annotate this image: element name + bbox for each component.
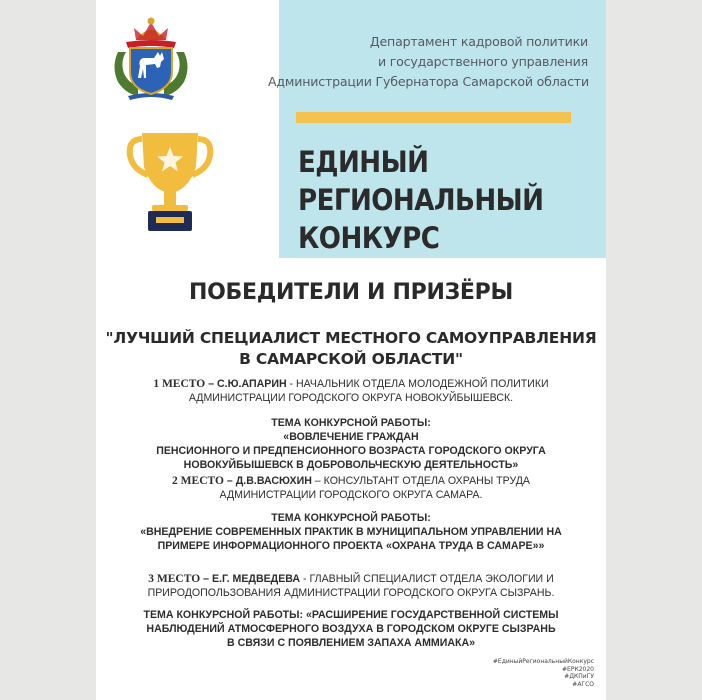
department-line-3: Администрации Губернатора Самарской области — [268, 74, 589, 89]
nomination-title — [96, 328, 606, 370]
place-3-dash: – — [200, 573, 212, 585]
place-3-organization: ПРИРОДОПОЛЬЗОВАНИЯ АДМИНИСТРАЦИИ ГОРОДСКОГО ОКРУГА СЫЗРАНЬ. — [147, 587, 555, 599]
place-3-topic-line-3: В СВЯЗИ С ПОЯВЛЕНИЕМ ЗАПАХА АММИАКА» — [227, 637, 475, 649]
place-3-entry — [96, 572, 606, 600]
place-1-topic — [96, 416, 606, 472]
title-line-2: РЕГИОНАЛЬНЫЙ — [298, 183, 544, 217]
place-1-entry — [96, 377, 606, 405]
hashtag-2: #ЕРК2020 — [562, 665, 594, 673]
place-1-topic-line-2: ПЕНСИОННОГО И ПРЕДПЕНСИОННОГО ВОЗРАСТА ГОРОДСКОГО ОКРУГА — [156, 445, 546, 457]
place-1-topic-label: ТЕМА КОНКУРСНОЙ РАБОТЫ: — [271, 417, 431, 429]
place-1-organization: АДМИНИСТРАЦИИ ГОРОДСКОГО ОКРУГА НОВОКУЙБЫШЕВСК. — [188, 392, 514, 404]
hashtag-4: #АГСО — [572, 680, 594, 688]
department-line-1: Департамент кадровой политики — [369, 34, 588, 49]
place-3-topic-line-2: НАБЛЮДЕНИЙ АТМОСФЕРНОГО ВОЗДУХА В ГОРОДСКОМ ОКРУГЕ СЫЗРАНЬ — [146, 623, 556, 635]
place-3-label: 3 МЕСТО — [148, 573, 201, 585]
place-2-topic-label: ТЕМА КОНКУРСНОЙ РАБОТЫ: — [271, 512, 431, 524]
nomination-line-1: "ЛУЧШИЙ СПЕЦИАЛИСТ МЕСТНОГО САМОУПРАВЛЕНИЯ — [105, 329, 597, 347]
nomination-line-2: В САМАРСКОЙ ОБЛАСТИ" — [239, 350, 463, 368]
department-line-2: и государственного управления — [377, 54, 588, 69]
place-3-name: Е.Г. МЕДВЕДЕВА — [211, 573, 301, 585]
samara-coat-of-arms-icon — [108, 12, 194, 100]
place-2-label: 2 МЕСТО — [172, 475, 224, 487]
place-1-name: С.Ю.АПАРИН — [217, 378, 287, 390]
place-2-topic-line-1: «ВНЕДРЕНИЕ СОВРЕМЕННЫХ ПРАКТИК В МУНИЦИПАЛЬНОМ УПРАВЛЕНИИ НА — [140, 526, 562, 538]
winners-heading: ПОБЕДИТЕЛИ И ПРИЗЁРЫ — [189, 280, 513, 305]
accent-bar — [296, 112, 571, 123]
place-2-topic-line-2: ПРИМЕРЕ ИНФОРМАЦИОННОГО ПРОЕКТА «ОХРАНА ТРУДА В САМАРЕ»» — [157, 540, 545, 552]
place-1-dash: – — [205, 378, 218, 390]
place-3-position: - ГЛАВНЫЙ СПЕЦИАЛИСТ ОТДЕЛА ЭКОЛОГИИ И — [300, 573, 554, 585]
place-1-topic-line-3: НОВОКУЙБЫШЕВСК В ДОБРОВОЛЬЧЕСКУЮ ДЕЯТЕЛЬНОСТЬ» — [183, 459, 519, 471]
title-line-3: КОНКУРС — [298, 221, 440, 255]
place-2-organization: АДМИНИСТРАЦИИ ГОРОДСКОГО ОКРУГА САМАРА. — [219, 489, 483, 501]
hashtag-3: #ДКПиГУ — [564, 673, 594, 680]
trophy-icon — [126, 125, 214, 237]
place-1-label: 1 МЕСТО — [153, 378, 206, 390]
place-2-name: Д.В.ВАСЮХИН — [235, 475, 312, 487]
hashtag-1: #ЕдиныйРегиональныйКонкурс — [492, 658, 594, 665]
poster — [96, 0, 606, 700]
department-name — [268, 32, 588, 92]
place-1-position: - НАЧАЛЬНИК ОТДЕЛА МОЛОДЕЖНОЙ ПОЛИТИКИ — [286, 378, 549, 390]
place-1-topic-line-1: «ВОВЛЕЧЕНИЕ ГРАЖДАН — [283, 431, 419, 443]
place-3-topic-line-1: ТЕМА КОНКУРСНОЙ РАБОТЫ: «РАСШИРЕНИЕ ГОСУДАРСТВЕННОЙ СИСТЕМЫ — [143, 609, 559, 621]
place-2-position: – КОНСУЛЬТАНТ ОТДЕЛА ОХРАНЫ ТРУДА — [311, 475, 530, 487]
place-3-topic — [96, 608, 606, 650]
contest-title — [298, 143, 543, 257]
place-2-topic — [96, 511, 606, 553]
hashtags — [493, 658, 594, 688]
place-2-dash: – — [223, 475, 236, 487]
title-line-1: ЕДИНЫЙ — [298, 145, 429, 179]
place-2-entry — [96, 474, 606, 502]
